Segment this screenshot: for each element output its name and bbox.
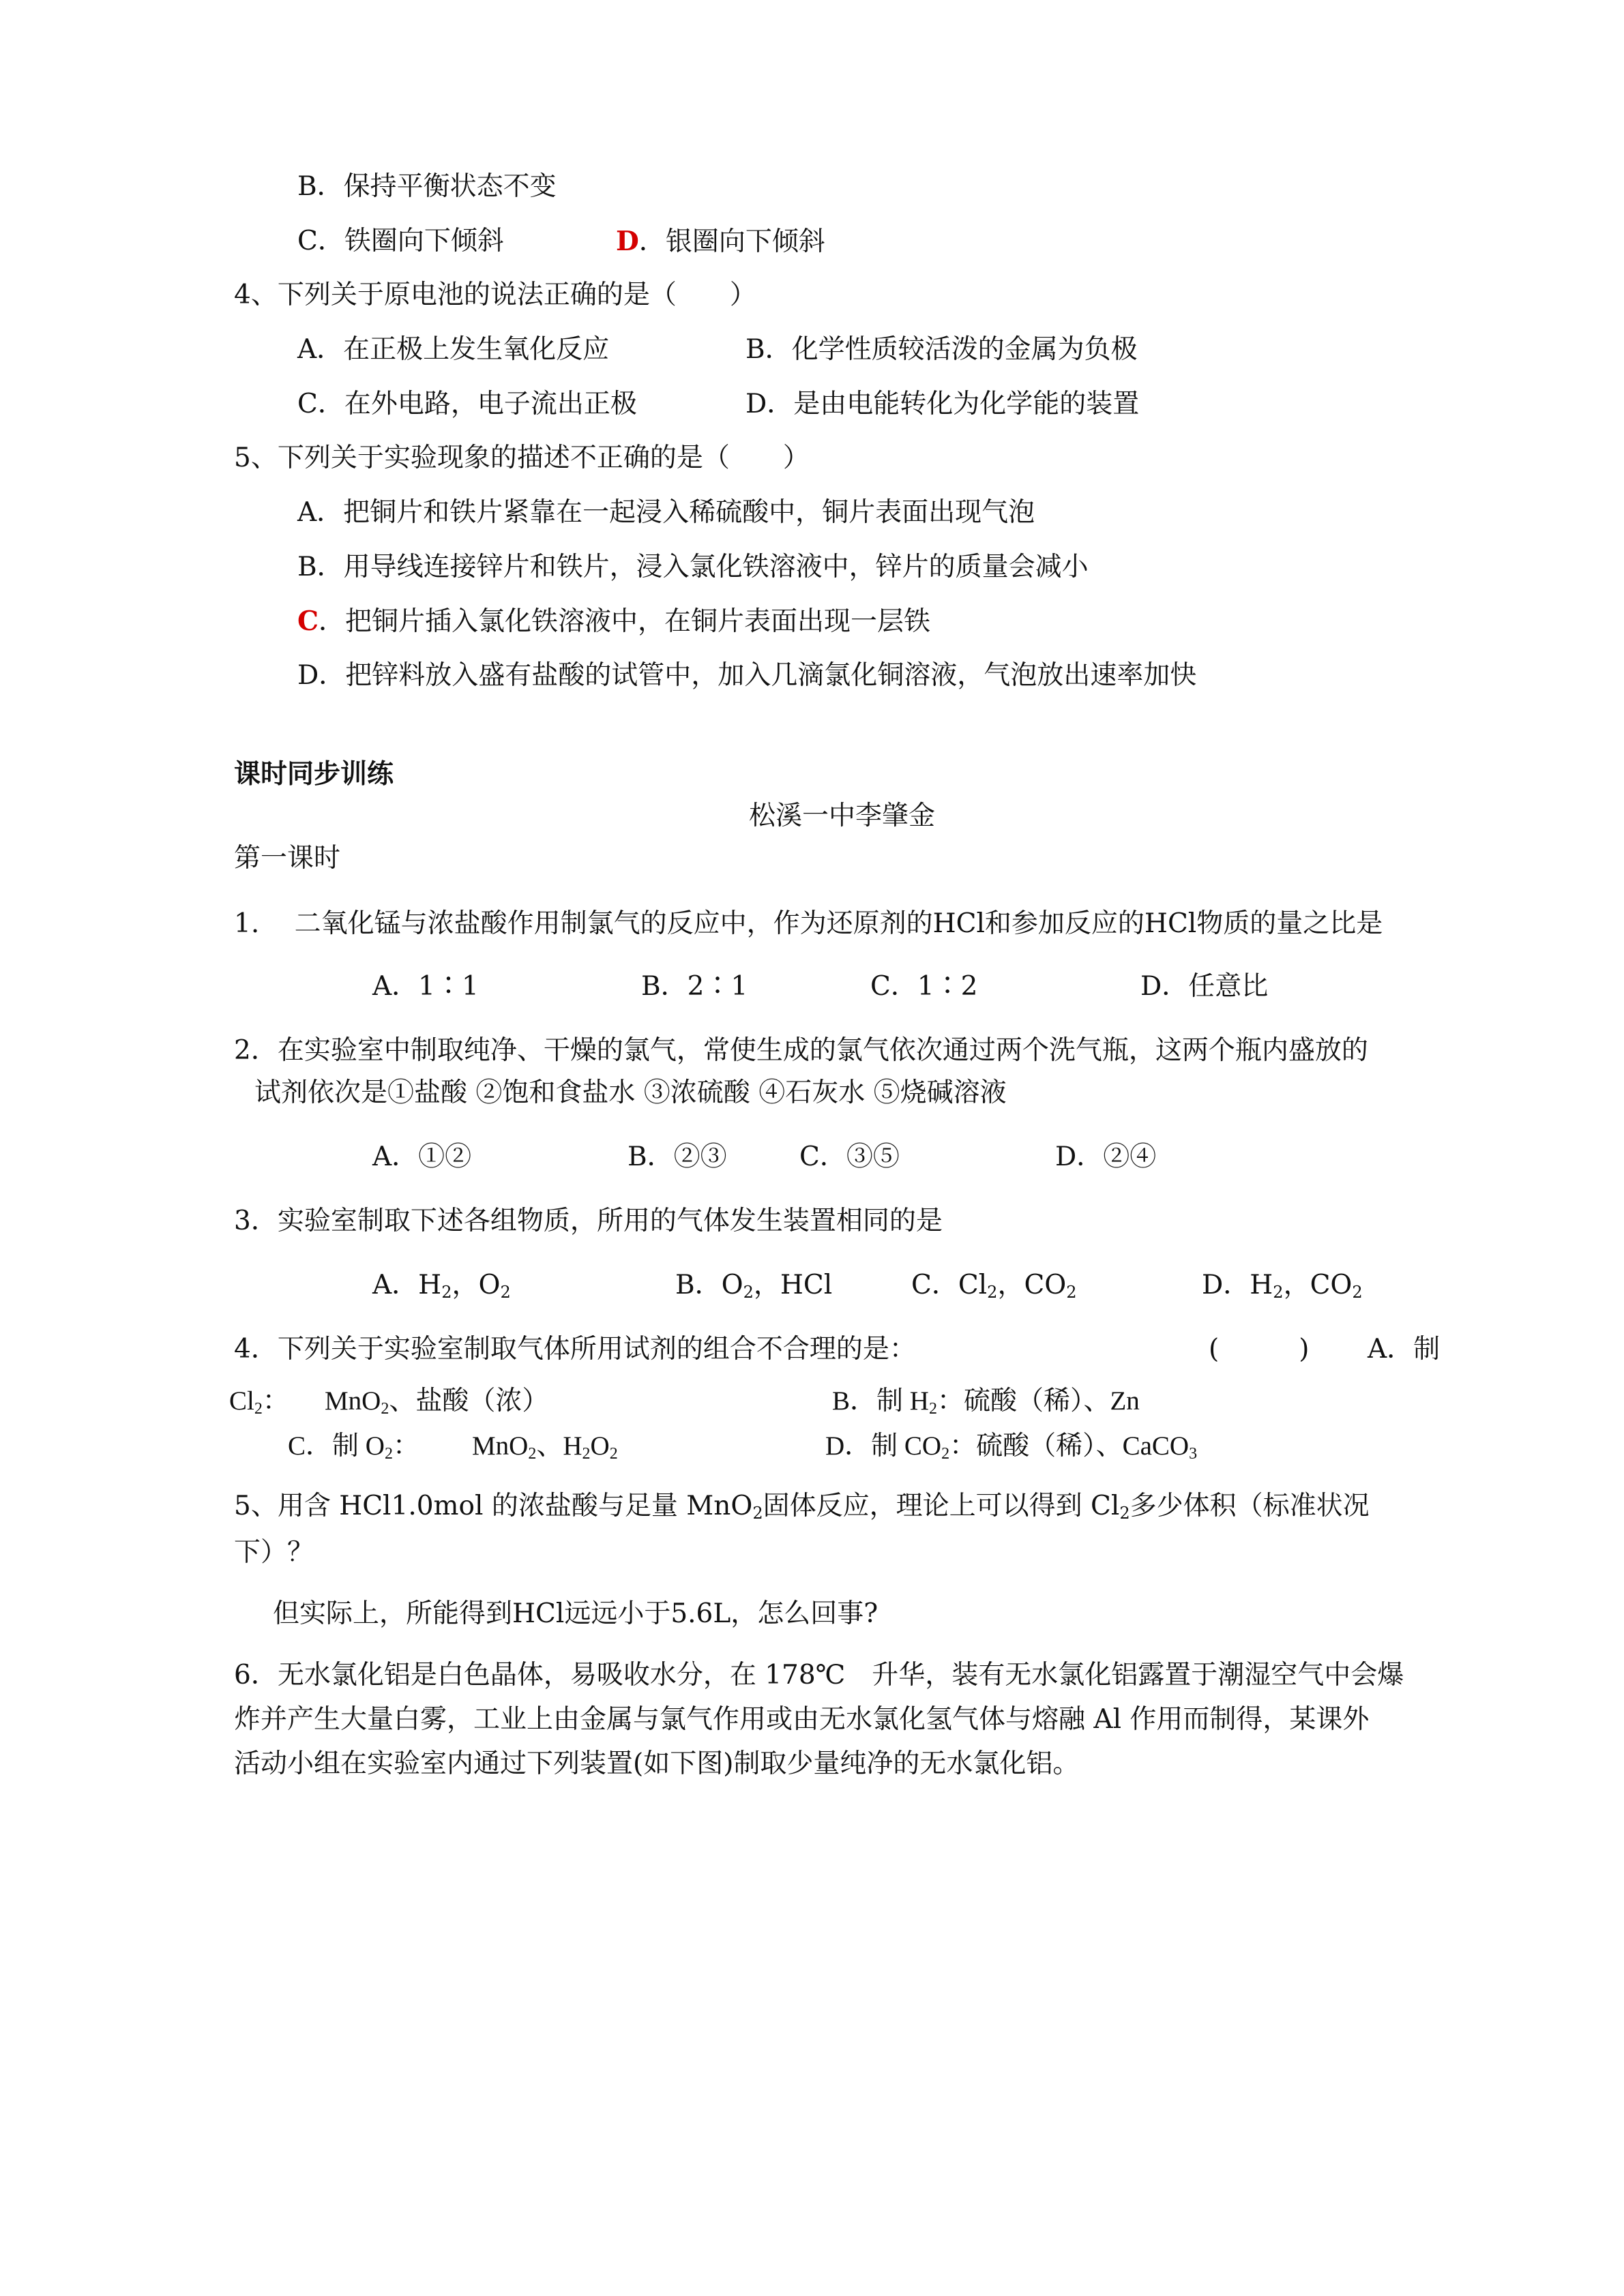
prev-q5-stem: 5、下列关于实验现象的描述不正确的是（ ） — [234, 443, 810, 473]
prev-q4-option-a: A．在正极上发生氧化反应 — [297, 334, 610, 365]
prev-q5-option-b: B．用导线连接锌片和铁片，浸入氯化铁溶液中，锌片的质量会减小 — [297, 552, 1089, 582]
q1-stem: 1. 二氧化锰与浓盐酸作用制氯气的反应中，作为还原剂的HCl和参加反应的HCl物质的量之比是 — [234, 908, 1383, 939]
q2-stem-line1: 2．在实验室中制取纯净、干燥的氯气，常使生成的氯气依次通过两个洗气瓶，这两个瓶内盛放的 — [234, 1035, 1368, 1066]
q4-option-d: D．制 $CO_2$：硫酸（稀）、CaCO$_3$ — [825, 1431, 1198, 1463]
q3-option-b: B．$O_2$，HCl — [675, 1270, 833, 1302]
q1-option-c: C．1∶2 — [870, 971, 978, 1002]
answer-mark-c: C — [297, 606, 319, 637]
prev-q3-option-d: D．银圈向下倾斜 — [616, 226, 825, 257]
q3-stem: 3．实验室制取下述各组物质，所用的气体发生装置相同的是 — [234, 1206, 943, 1236]
answer-mark-d: D — [616, 226, 639, 257]
q4-option-a-lead: A．制 — [1368, 1334, 1441, 1365]
q4-option-a-cl: $Cl_2$： — [229, 1386, 289, 1418]
q1-option-d: D．任意比 — [1140, 971, 1269, 1002]
q2-option-b: B．②③ — [628, 1142, 727, 1172]
q1-option-b: B．2∶1 — [641, 971, 748, 1002]
q6-line1: 6．无水氯化铝是白色晶体，易吸收水分，在 178℃ 升华，装有无水氯化铝露置于潮湿空气中会爆 — [234, 1660, 1404, 1690]
q4-option-a-reagents: MnO$_2$、盐酸（浓） — [325, 1386, 549, 1418]
q6-line2: 炸并产生大量白雾，工业上由金属与氯气作用或由无水氯化氢气体与熔融 Al 作用而制得，某课外 — [234, 1704, 1370, 1735]
q2-option-c: C．③⑤ — [799, 1142, 900, 1172]
prev-q3-option-b: B．保持平衡状态不变 — [297, 171, 557, 202]
q2-option-a: A．①② — [372, 1142, 472, 1172]
q6-line3: 活动小组在实验室内通过下列装置(如下图)制取少量纯净的无水氯化铝。 — [234, 1748, 1080, 1779]
prev-q5-option-d: D．把锌料放入盛有盐酸的试管中，加入几滴氯化铜溶液，气泡放出速率加快 — [297, 660, 1197, 691]
lesson-label: 第一课时 — [234, 843, 341, 874]
author-line: 松溪一中李肇金 — [749, 801, 936, 831]
q5-followup: 但实际上，所能得到HCl远远小于5.6L，怎么回事? — [273, 1598, 879, 1629]
prev-q4-option-d: D．是由电能转化为化学能的装置 — [745, 389, 1140, 419]
q3-option-a: A．$H_2$，$O_2$ — [372, 1270, 511, 1302]
section-title: 课时同步训练 — [234, 758, 394, 790]
q1-option-a: A．1∶1 — [372, 971, 479, 1002]
prev-q3-option-c: C．铁圈向下倾斜 — [297, 226, 504, 256]
q4-answer-paren: ( ) — [1209, 1334, 1310, 1365]
q2-stem-line2: 试剂依次是①盐酸 ②饱和食盐水 ③浓硫酸 ④石灰水 ⑤烧碱溶液 — [254, 1077, 1007, 1108]
q4-stem: 4．下列关于实验室制取气体所用试剂的组合不合理的是： — [234, 1334, 916, 1365]
q5-stem-line1: 5、用含 HCl1.0mol 的浓盐酸与足量 MnO$_2$固体反应，理论上可以得到 $Cl_2$多少体积（标准状况 — [234, 1491, 1370, 1523]
prev-q4-option-b: B．化学性质较活泼的金属为负极 — [745, 334, 1138, 365]
q3-option-d: D．$H_2$，$CO_2$ — [1202, 1270, 1363, 1302]
q3-option-c: C．$Cl_2$，$CO_2$ — [911, 1270, 1077, 1302]
prev-q5-option-c: C．把铜片插入氯化铁溶液中，在铜片表面出现一层铁 — [297, 606, 931, 637]
q4-option-b: B．制 $H_2$：硫酸（稀）、Zn — [832, 1386, 1140, 1418]
prev-q4-stem: 4、下列关于原电池的说法正确的是（ ） — [234, 280, 756, 310]
q5-stem-line2: 下）？ — [234, 1537, 314, 1568]
q4-option-c-lead: C．制 $O_2$： — [288, 1431, 419, 1463]
q4-option-c-reagents: MnO$_2$、$H_2O_2$ — [472, 1431, 618, 1463]
prev-q5-option-a: A．把铜片和铁片紧靠在一起浸入稀硫酸中，铜片表面出现气泡 — [297, 497, 1035, 528]
q2-option-d: D．②④ — [1055, 1142, 1157, 1172]
prev-q4-option-c: C．在外电路，电子流出正极 — [297, 389, 637, 419]
